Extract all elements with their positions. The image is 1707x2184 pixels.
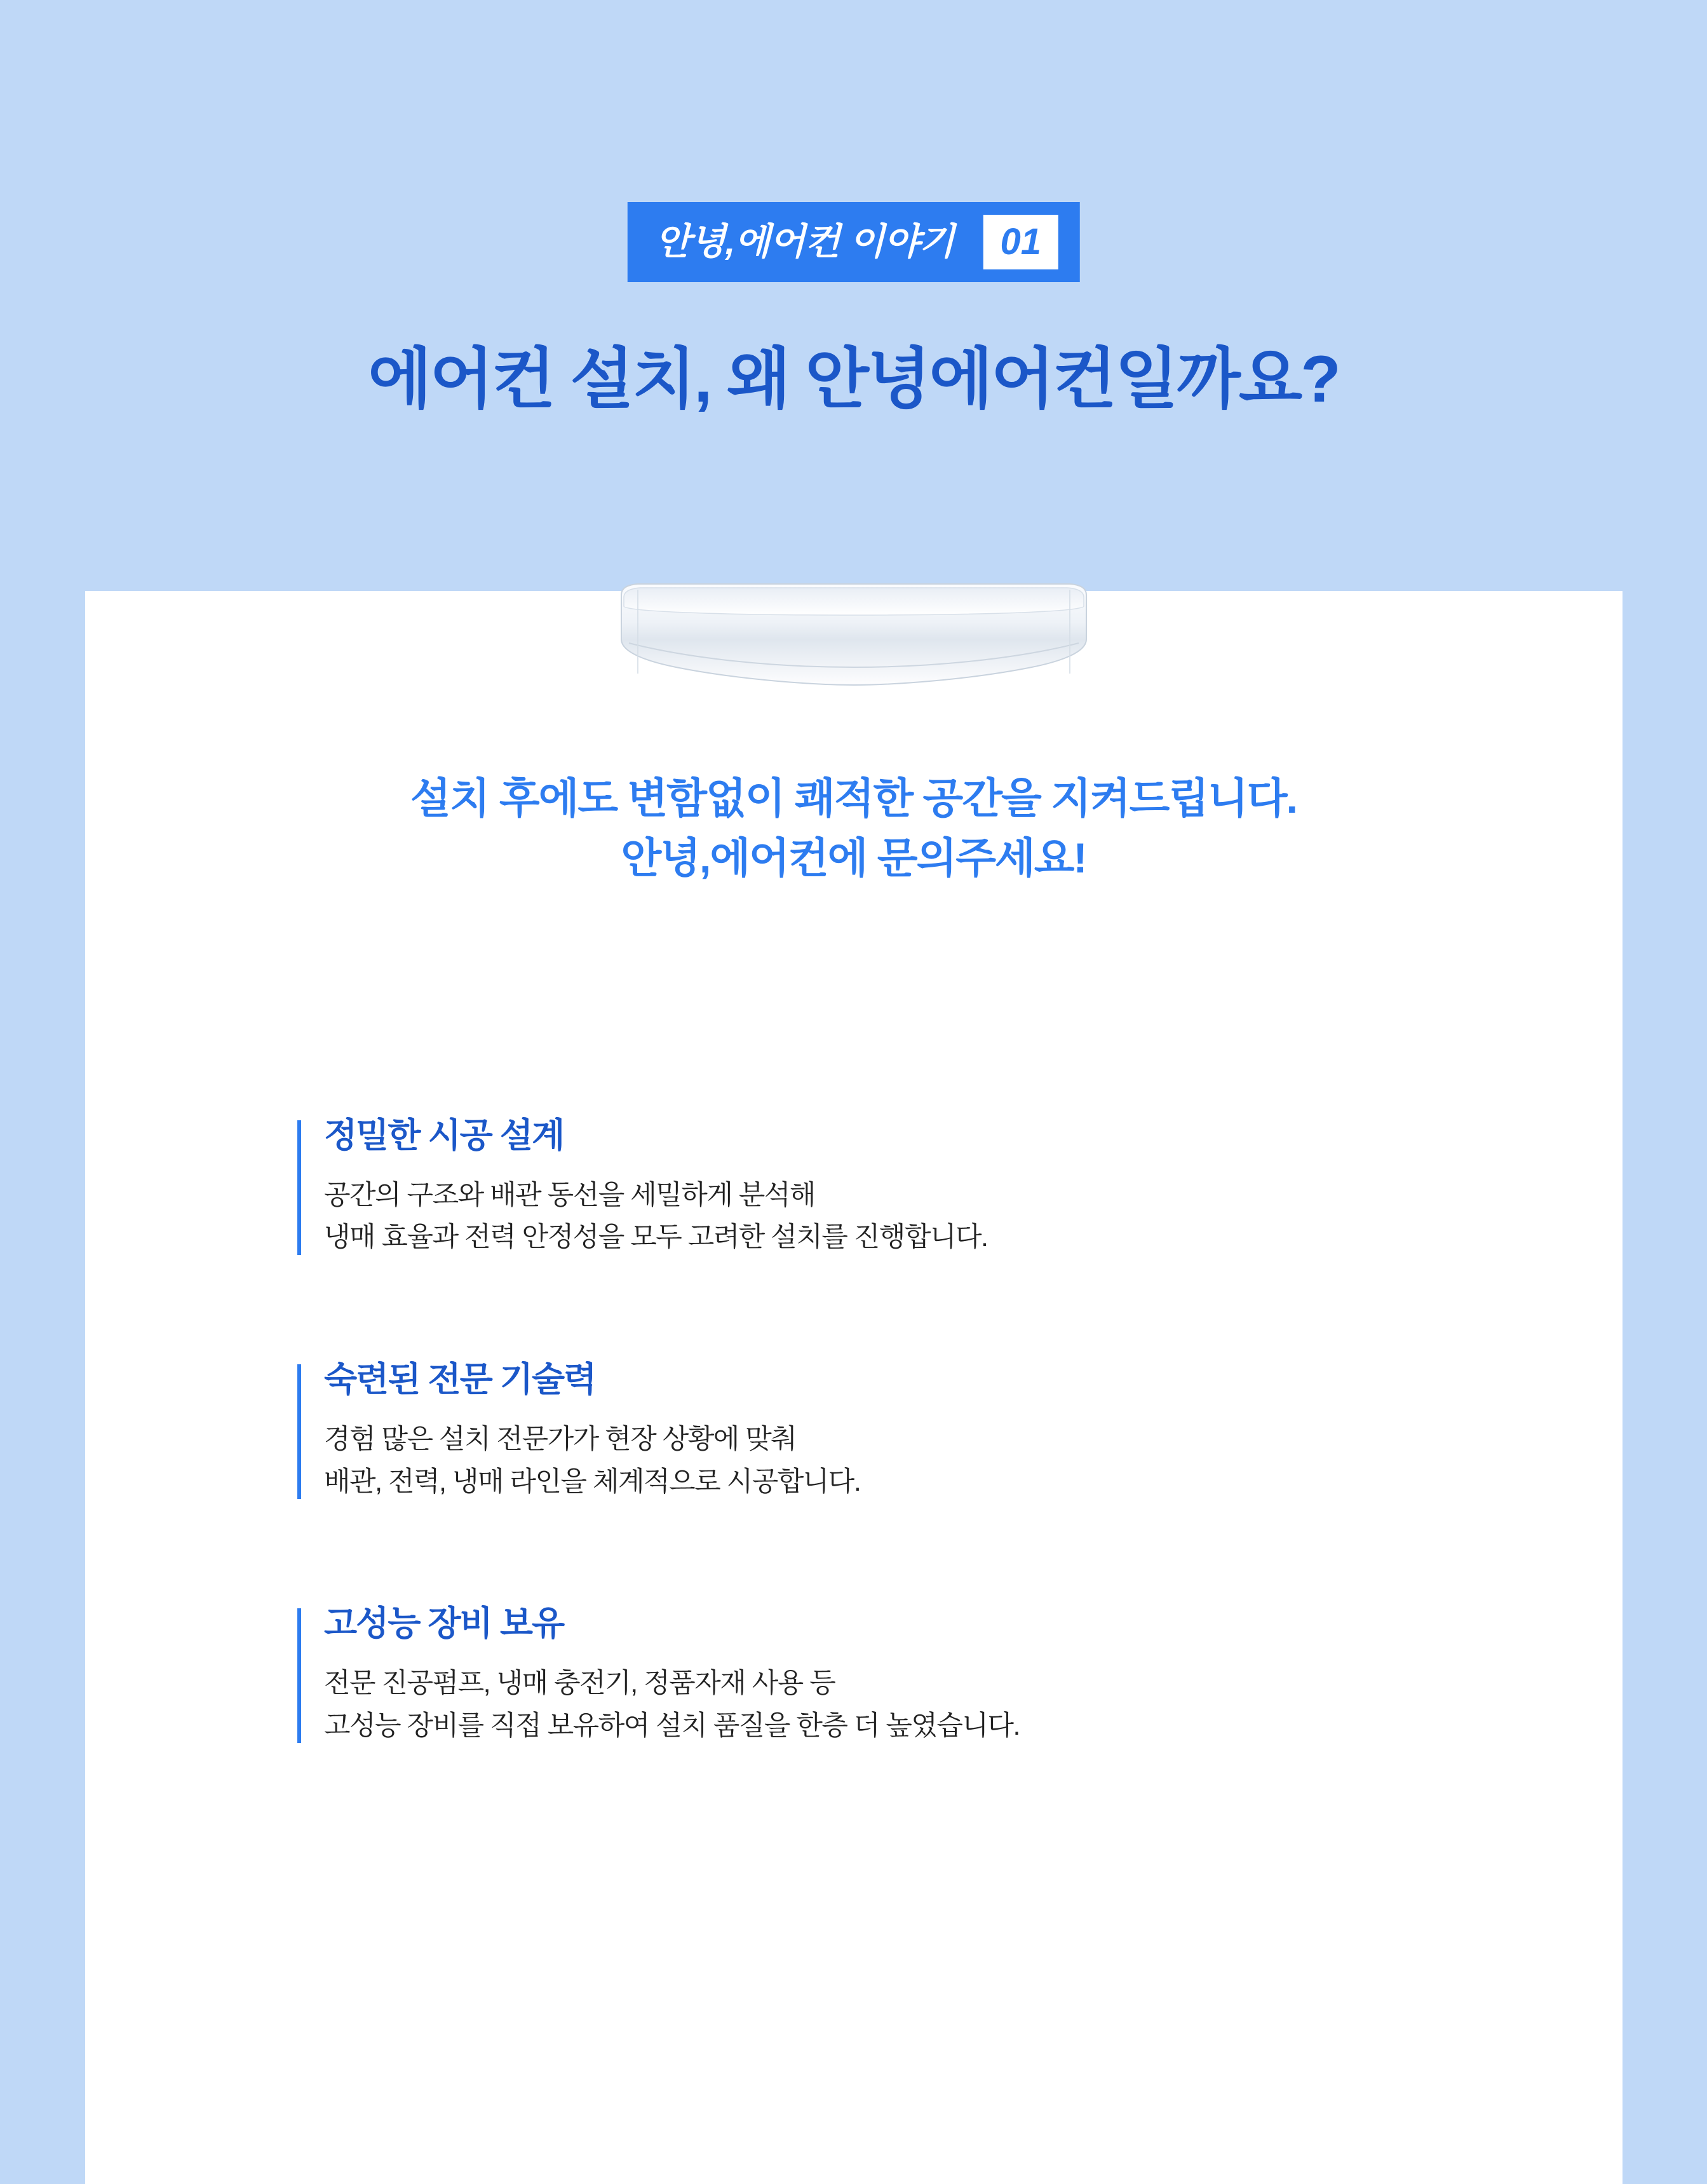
lead-line-1: 설치 후에도 변함없이 쾌적한 공간을 지켜드립니다. — [410, 775, 1297, 822]
section-badge — [627, 202, 1079, 282]
feature-list — [297, 1115, 1441, 1747]
feature-desc-line-2: 배관, 전력, 냉매 라인을 체계적으로 시공합니다. — [324, 1466, 861, 1497]
page-title: 에어컨 설치, 왜 안녕에어컨일까요? — [368, 343, 1339, 416]
feature-desc-line-1: 공간의 구조와 배관 동선을 세밀하게 분석해 — [324, 1179, 815, 1211]
feature-title: 정밀한 시공 설계 — [324, 1116, 564, 1155]
feature-item — [297, 1115, 1441, 1259]
feature-desc-line-1: 전문 진공펌프, 냉매 충전기, 정품자재 사용 등 — [324, 1667, 835, 1699]
feature-description — [324, 1662, 1441, 1747]
badge-label: 안녕,에어컨 이야기 — [655, 221, 954, 262]
feature-desc-line-2: 고성능 장비를 직접 보유하여 설치 품질을 한층 더 높였습니다. — [324, 1710, 1020, 1741]
feature-desc-line-2: 냉매 효율과 전력 안정성을 모두 고려한 설치를 진행합니다. — [324, 1222, 988, 1253]
feature-description — [324, 1418, 1441, 1503]
feature-item — [297, 1359, 1441, 1503]
lead-copy — [0, 769, 1707, 888]
feature-desc-line-1: 경험 많은 설치 전문가가 현장 상황에 맞춰 — [324, 1423, 797, 1455]
feature-title: 숙련된 전문 기술력 — [324, 1360, 596, 1399]
feature-description — [324, 1174, 1441, 1259]
badge-number-box — [983, 215, 1058, 269]
air-conditioner-icon — [612, 578, 1095, 705]
badge-number: 01 — [1000, 221, 1041, 262]
feature-item — [297, 1603, 1441, 1747]
feature-title: 고성능 장비 보유 — [324, 1604, 564, 1643]
lead-line-2: 안녕,에어컨에 문의주세요! — [621, 834, 1086, 881]
